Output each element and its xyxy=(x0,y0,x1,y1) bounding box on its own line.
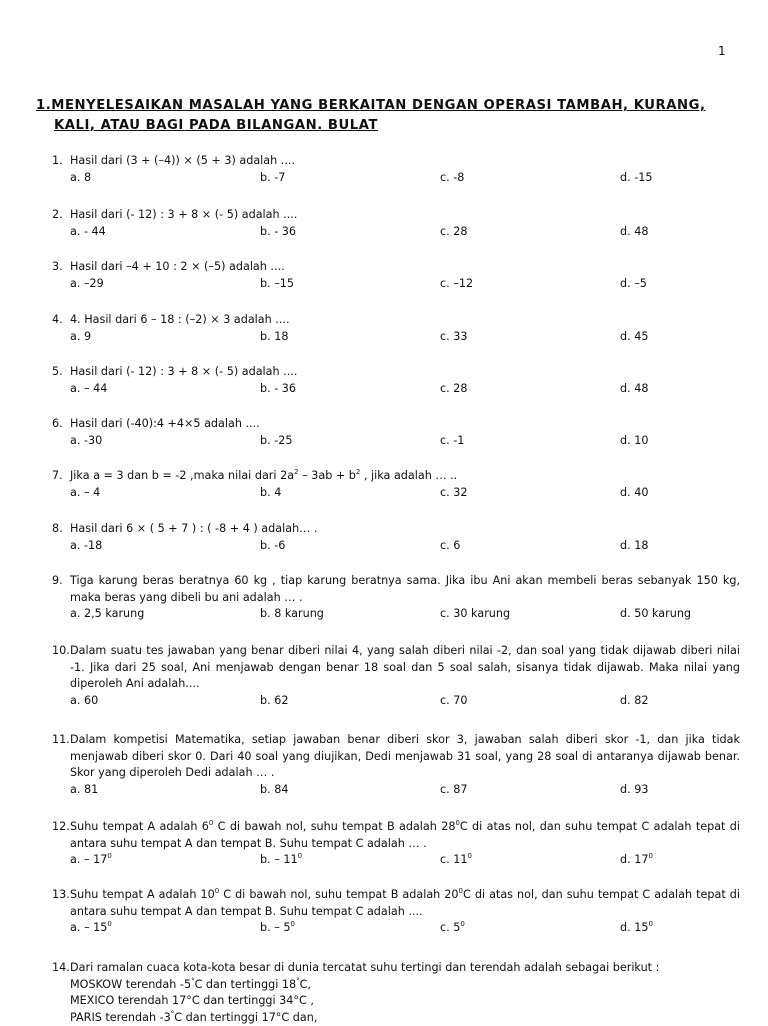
question-text xyxy=(52,732,740,782)
question-9 xyxy=(52,573,740,623)
option-a: a. 9 xyxy=(70,329,91,346)
question-number: 7. xyxy=(52,468,63,485)
option-b: b. - 36 xyxy=(260,381,296,398)
question-stem: Jika a = 3 dan b = -2 ,maka nilai dari $2a^2 - 3ab + b^2$ , jika adalah … .. xyxy=(70,469,457,482)
question-3 xyxy=(52,259,740,292)
question-text xyxy=(52,573,740,606)
option-d: d. 45 xyxy=(620,329,648,346)
option-c: c. -8 xyxy=(440,170,464,187)
answer-options xyxy=(52,433,740,450)
question-4 xyxy=(52,312,740,345)
option-b: b. 18 xyxy=(260,329,288,346)
option-b: b. – $5^0$ xyxy=(260,920,295,937)
question-text xyxy=(52,819,740,852)
question-number: 10. xyxy=(52,643,70,660)
option-d: d. $17^0$ xyxy=(620,852,653,869)
option-c: c. 30 karung xyxy=(440,606,510,623)
option-d: d. 18 xyxy=(620,538,648,555)
superscript: 0 xyxy=(209,819,213,827)
option-a: a. – 44 xyxy=(70,381,107,398)
option-b: b. -25 xyxy=(260,433,293,450)
option-a: a. -18 xyxy=(70,538,102,555)
question-text xyxy=(52,521,740,538)
question-number: 4. xyxy=(52,312,63,329)
option-d: d. -15 xyxy=(620,170,653,187)
option-b: b. -7 xyxy=(260,170,285,187)
answer-options xyxy=(52,606,740,623)
superscript: 0 xyxy=(459,887,463,895)
answer-options xyxy=(52,485,740,502)
option-a: a. 8 xyxy=(70,170,91,187)
option-a: a. 60 xyxy=(70,693,98,710)
option-c: c. -1 xyxy=(440,433,464,450)
superscript: 0 xyxy=(648,852,652,860)
option-c: c. 28 xyxy=(440,224,468,241)
option-c: c. $11^0$ xyxy=(440,852,472,869)
option-d: d. 50 karung xyxy=(620,606,691,623)
superscript: 0 xyxy=(215,887,219,895)
option-d: d. 10 xyxy=(620,433,648,450)
question-6 xyxy=(52,416,740,449)
question-text xyxy=(52,207,740,224)
question-7 xyxy=(52,468,740,501)
option-c: c. 32 xyxy=(440,485,468,502)
question-14 xyxy=(52,960,740,1026)
question-number: 13. xyxy=(52,887,70,904)
answer-options xyxy=(52,782,740,799)
question-number: 2. xyxy=(52,207,63,224)
answer-options xyxy=(52,276,740,293)
question-number: 12. xyxy=(52,819,70,836)
answer-options xyxy=(52,852,740,869)
option-c: c. 6 xyxy=(440,538,460,555)
option-c: c. 70 xyxy=(440,693,468,710)
superscript: ° xyxy=(296,977,300,985)
section-heading xyxy=(36,96,736,136)
question-text xyxy=(52,312,740,329)
question-stem: Hasil dari –4 + 10 : 2 × (–5) adalah .... xyxy=(70,260,285,273)
question-number: 5. xyxy=(52,364,63,381)
question-stem: Hasil dari (3 + (–4)) × (5 + 3) adalah .... xyxy=(70,154,295,167)
question-1 xyxy=(52,153,740,186)
option-b: b. 8 karung xyxy=(260,606,324,623)
option-c: c. $5^0$ xyxy=(440,920,465,937)
question-stem: Dalam suatu tes jawaban yang benar diberi nilai 4, yang salah diberi nilai -2, dan soal yang tidak dijawab diberi nilai -1. Jika dari 25 soal, Ani menjawab dengan benar 18 soal dan 5 soal salah, sisanya tidak dijawab. Maka nilai yang diperoleh Ani adalah.... xyxy=(70,644,740,690)
question-text xyxy=(52,416,740,433)
superscript: 0 xyxy=(648,920,652,928)
option-d: d. $15^0$ xyxy=(620,920,653,937)
option-c: c. 33 xyxy=(440,329,468,346)
question-stem: Hasil dari 6 × ( 5 + 7 ) : ( -8 + 4 ) adalah… . xyxy=(70,522,317,535)
question-stem: Hasil dari (- 12) : 3 + 8 × (- 5) adalah .... xyxy=(70,208,297,221)
question-stem: Hasil dari (-40):4 +4×5 adalah .... xyxy=(70,417,260,430)
question-stem: Hasil dari (- 12) : 3 + 8 × (- 5) adalah .... xyxy=(70,365,297,378)
question-stem: Tiga karung beras beratnya 60 kg , tiap karung beratnya sama. Jika ibu Ani akan membeli beras sebanyak 150 kg, maka beras yang dibeli bu ani adalah … . xyxy=(70,574,740,604)
section-heading-line-1: 1.MENYELESAIKAN MASALAH YANG BERKAITAN DENGAN OPERASI TAMBAH, KURANG, xyxy=(36,96,736,116)
question-10 xyxy=(52,643,740,709)
section-heading-line-2: KALI, ATAU BAGI PADA BILANGAN. BULAT xyxy=(36,116,736,136)
option-d: d. 82 xyxy=(620,693,648,710)
question-stem: Dari ramalan cuaca kota-kota besar di dunia tercatat suhu tertingi dan terendah adalah sebagai berikut : xyxy=(70,961,659,974)
data-line: MEXICO terendah 17°C dan tertinggi 34°C , xyxy=(52,993,740,1010)
question-number: 1. xyxy=(52,153,63,170)
question-number: 8. xyxy=(52,521,63,538)
question-11 xyxy=(52,732,740,798)
option-a: a. 2,5 karung xyxy=(70,606,144,623)
question-text xyxy=(52,364,740,381)
option-a: a. –29 xyxy=(70,276,104,293)
question-number: 3. xyxy=(52,259,63,276)
option-a: a. -30 xyxy=(70,433,102,450)
question-stem: 4. Hasil dari 6 – 18 : (–2) × 3 adalah .... xyxy=(70,313,290,326)
question-stem: Suhu tempat A adalah $6^0$ C di bawah nol, suhu tempat B adalah $28^0C$ di atas nol, dan suhu tempat C adalah tepat di antara suhu tempat A dan tempat B. Suhu tempat C adalah … . xyxy=(70,820,740,850)
question-text xyxy=(52,887,740,920)
option-d: d. 93 xyxy=(620,782,648,799)
option-b: b. - 36 xyxy=(260,224,296,241)
option-c: c. 28 xyxy=(440,381,468,398)
data-line: MOSKOW terendah -5°C dan tertinggi 18°C, xyxy=(52,977,740,994)
superscript: 0 xyxy=(468,852,472,860)
option-b: b. -6 xyxy=(260,538,285,555)
option-d: d. –5 xyxy=(620,276,647,293)
question-8 xyxy=(52,521,740,554)
superscript: 0 xyxy=(290,920,294,928)
answer-options xyxy=(52,224,740,241)
answer-options xyxy=(52,329,740,346)
superscript: 0 xyxy=(107,852,111,860)
question-number: 6. xyxy=(52,416,63,433)
superscript: 0 xyxy=(455,819,459,827)
question-12 xyxy=(52,819,740,869)
option-a: a. – $17^0$ xyxy=(70,852,112,869)
option-a: a. – 4 xyxy=(70,485,100,502)
answer-options xyxy=(52,538,740,555)
question-number: 14. xyxy=(52,960,70,977)
question-13 xyxy=(52,887,740,937)
question-text xyxy=(52,643,740,693)
option-d: d. 40 xyxy=(620,485,648,502)
question-text xyxy=(52,468,740,485)
superscript: ° xyxy=(191,977,195,985)
answer-options xyxy=(52,920,740,937)
question-text xyxy=(52,259,740,276)
superscript: ° xyxy=(171,1010,175,1018)
superscript: 2 xyxy=(356,468,360,476)
question-number: 11. xyxy=(52,732,70,749)
data-line: PARIS terendah -3°C dan tertinggi 17°C dan, xyxy=(52,1010,740,1026)
question-number: 9. xyxy=(52,573,63,590)
option-b: b. 62 xyxy=(260,693,288,710)
superscript: 0 xyxy=(298,852,302,860)
superscript: 0 xyxy=(460,920,464,928)
option-a: a. - 44 xyxy=(70,224,106,241)
page-number: 1 xyxy=(718,44,726,58)
option-b: b. 4 xyxy=(260,485,281,502)
option-a: a. 81 xyxy=(70,782,98,799)
option-d: d. 48 xyxy=(620,381,648,398)
superscript: 2 xyxy=(294,468,298,476)
option-c: c. 87 xyxy=(440,782,468,799)
question-2 xyxy=(52,207,740,240)
answer-options xyxy=(52,170,740,187)
answer-options xyxy=(52,693,740,710)
question-text xyxy=(52,153,740,170)
option-c: c. –12 xyxy=(440,276,473,293)
question-stem: Dalam kompetisi Matematika, setiap jawaban benar diberi skor 3, jawaban salah diberi skor -1, dan jika tidak menjawab diberi skor 0. Dari 40 soal yang diujikan, Dedi menjawab 31 soal, yang 28 soal di antaranya dijawab benar. Skor yang diperoleh Dedi adalah … . xyxy=(70,733,740,779)
option-b: b. 84 xyxy=(260,782,288,799)
question-5 xyxy=(52,364,740,397)
superscript: 0 xyxy=(107,920,111,928)
question-text xyxy=(52,960,740,977)
question-stem: Suhu tempat A adalah $10^0$ C di bawah nol, suhu tempat B adalah $20^0C$ di atas nol, dan suhu tempat C adalah tepat di antara suhu tempat A dan tempat B. Suhu tempat C adalah .... xyxy=(70,888,740,918)
option-d: d. 48 xyxy=(620,224,648,241)
option-b: b. –15 xyxy=(260,276,294,293)
option-a: a. – $15^0$ xyxy=(70,920,112,937)
answer-options xyxy=(52,381,740,398)
option-b: b. – $11^0$ xyxy=(260,852,302,869)
